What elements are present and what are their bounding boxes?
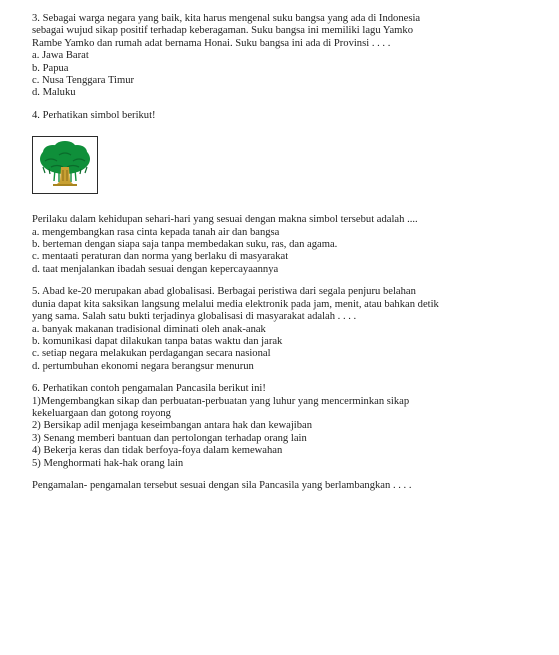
question-4-stem: 4. Perhatikan simbol berikut!: [32, 109, 156, 121]
question-6-stem: 6. Perhatikan contoh pengamalan Pancasila berikut ini!: [32, 383, 266, 395]
question-6-item: 1)Mengembangkan sikap dan perbuatan-perbuatan yang luhur yang mencerminkan sikap: [32, 395, 410, 407]
question-4-option-a: a. mengembangkan rasa cinta kepada tanah air dan bangsa: [32, 226, 280, 238]
banyan-tree-icon: [33, 137, 97, 193]
question-5-option-c: c. setiap negara melakukan perdagangan secara nasional: [32, 348, 271, 360]
question-4: [32, 110, 552, 276]
spacer: [32, 373, 552, 383]
question-4-question: Perilaku dalam kehidupan sehari-hari yang sesuai dengan makna simbol tersebut adalah ....: [32, 214, 418, 226]
question-6-item: kekeluargaan dan gotong royong: [32, 407, 171, 419]
question-3-stem-line: 3. Sebagai warga negara yang baik, kita harus mengenal suku bangsa yang ada di Indonesia: [32, 13, 421, 24]
question-5-option-a: a. banyak makanan tradisional diminati oleh anak-anak: [32, 323, 266, 335]
question-3-stem-line: sebagai wujud sikap positif terhadap keberagaman. Suku bangsa ini memiliki lagu Yamko: [32, 25, 414, 37]
question-3-option-b: b. Papua: [32, 62, 69, 74]
spacer: [32, 100, 552, 110]
question-3: [32, 13, 552, 100]
question-3-option-d: d. Maluku: [32, 87, 76, 99]
worksheet-page: [32, 13, 552, 492]
question-6-item: 3) Senang memberi bantuan dan pertolongan terhadap orang lain: [32, 432, 307, 444]
question-4-option-b: b. berteman dengan siapa saja tanpa membedakan suku, ras, dan agama.: [32, 239, 338, 251]
question-6-item: 2) Bersikap adil menjaga keseimbangan antara hak dan kewajiban: [32, 420, 313, 432]
question-6: [32, 383, 552, 492]
spacer: [32, 276, 552, 286]
question-3-option-a: a. Jawa Barat: [32, 50, 89, 62]
question-5-option-d: d. pertumbuhan ekonomi negara berangsur menurun: [32, 360, 254, 372]
question-5-option-b: b. komunikasi dapat dilakukan tanpa batas waktu dan jarak: [32, 335, 283, 347]
question-5-stem-line: yang sama. Salah satu bukti terjadinya globalisasi di masyarakat adalah . . . .: [32, 311, 357, 323]
question-3-option-c: c. Nusa Tenggara Timur: [32, 75, 135, 87]
question-4-option-c: c. mentaati peraturan dan norma yang berlaku di masyarakat: [32, 251, 289, 263]
question-6-question: Pengamalan- pengamalan tersebut sesuai dengan sila Pancasila yang berlambangkan . . . .: [32, 479, 412, 491]
question-5-stem-line: dunia dapat kita saksikan langsung melalui media elektronik pada jam, menit, atau bahkan detik: [32, 298, 439, 310]
question-4-option-d: d. taat menjalankan ibadah sesuai dengan kepercayaannya: [32, 263, 279, 275]
spacer: [32, 470, 552, 480]
question-6-item: 4) Bekerja keras dan tidak berfoya-foya dalam kemewahan: [32, 445, 283, 457]
question-5: [32, 286, 552, 373]
question-3-stem-line: Rambe Yamko dan rumah adat bernama Honai. Suku bangsa ini ada di Provinsi . . . .: [32, 37, 391, 49]
question-5-stem-line: 5. Abad ke-20 merupakan abad globalisasi. Berbagai peristiwa dari segala penjuru belahan: [32, 286, 416, 298]
question-6-item: 5) Menghormati hak-hak orang lain: [32, 457, 184, 469]
pancasila-symbol-box: [32, 136, 98, 194]
